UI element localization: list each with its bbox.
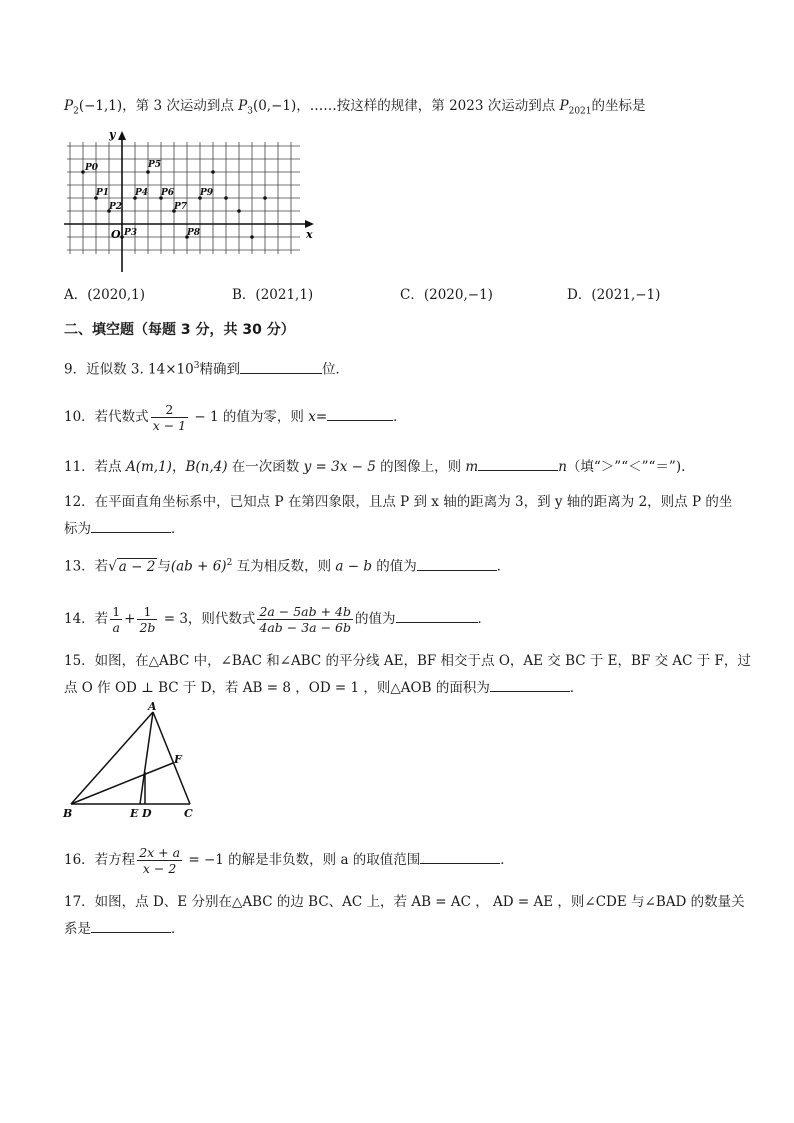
answer-blank[interactable] xyxy=(91,518,171,533)
point-label: P xyxy=(559,98,569,114)
denominator: x − 2 xyxy=(142,861,177,876)
choice-label: D． xyxy=(567,287,592,303)
y-axis-label: y xyxy=(109,128,116,141)
text: 点 O 作 OD ⊥ BC 于 D，若 AB = 8 ，OD = 1 ，则△AOB 的面积为 xyxy=(64,680,490,696)
sqrt-sign: √ xyxy=(108,558,117,575)
numerator: 1 xyxy=(137,604,157,620)
answer-blank[interactable] xyxy=(240,359,322,374)
side-ac xyxy=(153,712,190,804)
text: 9．近似数 3. 14×10 xyxy=(64,361,194,378)
label-p6: P6 xyxy=(161,188,175,198)
numerator: 2 xyxy=(151,402,188,418)
point-p14 xyxy=(263,196,267,200)
answer-blank[interactable] xyxy=(327,406,393,421)
numerator: 2a − 5ab + 4b xyxy=(259,604,352,619)
text: ． xyxy=(477,611,492,627)
coord: (−1,1) xyxy=(78,98,123,114)
choice-label: A． xyxy=(64,287,88,303)
question-10 xyxy=(64,402,407,433)
denominator: 4ab − 3a − 6b xyxy=(259,620,352,635)
text: （填“＞”“＜”“＝”). xyxy=(566,459,686,475)
text: ，第 3 次运动到点 xyxy=(122,98,239,114)
expression: a − b xyxy=(335,558,372,575)
point-b: B(n,4) xyxy=(185,459,228,475)
answer-blank[interactable] xyxy=(91,918,171,933)
text: 16．若方程 xyxy=(64,852,136,868)
point-p10 xyxy=(211,170,215,174)
label-p5: P5 xyxy=(148,160,162,170)
expression: (ab + 6) xyxy=(170,558,227,575)
question-13 xyxy=(64,553,510,577)
text: 与 xyxy=(157,558,171,575)
question-9 xyxy=(64,356,349,380)
variable: x xyxy=(308,409,316,425)
bisector-ae xyxy=(140,712,153,804)
point-p11 xyxy=(224,196,228,200)
radicand: a − 2 xyxy=(118,558,156,575)
answer-blank[interactable] xyxy=(396,608,478,623)
question-15-line1: 15．如图，在△ABC 中，∠BAC 和∠ABC 的平分线 AE，BF 相交于点 O，AE 交 BC 于 E，BF 交 AC 于 F，过 xyxy=(64,653,751,669)
numerator: 2x + a xyxy=(139,845,181,860)
text: 13．若 xyxy=(64,558,109,575)
y-axis-arrow xyxy=(118,131,126,140)
fraction xyxy=(151,402,188,433)
choice-c[interactable] xyxy=(400,285,493,305)
label-p8: P8 xyxy=(187,228,201,238)
text: 的图像上，则 xyxy=(375,459,466,475)
answer-blank[interactable] xyxy=(490,677,570,692)
point-label: P xyxy=(64,98,74,114)
x-axis-arrow xyxy=(305,220,314,228)
text: ． xyxy=(171,521,185,537)
question-11 xyxy=(64,456,685,477)
label-p1: P1 xyxy=(96,188,110,198)
section-title: 二、填空题（每题 3 分，共 30 分） xyxy=(64,322,295,338)
point-sub: 3 xyxy=(247,106,253,117)
label-p0: P0 xyxy=(85,163,99,173)
variable: n xyxy=(558,459,567,475)
choice-value: (2021,1) xyxy=(255,287,314,303)
choice-a[interactable] xyxy=(64,285,145,305)
point-sub: 2021 xyxy=(568,106,592,117)
text: − 1 的值为零，则 xyxy=(190,409,309,425)
text: ，……按这样的规律，第 2023 次运动到点 xyxy=(296,98,560,114)
fraction xyxy=(110,604,122,635)
fraction xyxy=(137,845,182,876)
label-p2: P2 xyxy=(109,202,123,212)
label-b: B xyxy=(63,807,73,820)
question-16 xyxy=(64,845,514,876)
text: ． xyxy=(496,558,511,575)
text: ， xyxy=(171,459,186,475)
text: ． xyxy=(171,921,185,937)
text: = −1 的解是非负数，则 a 的取值范围 xyxy=(184,852,421,868)
exponent: 2 xyxy=(226,558,233,568)
text: 10．若代数式 xyxy=(64,409,149,425)
origin-label: O xyxy=(111,228,121,241)
question-17-line2 xyxy=(64,918,185,939)
denominator: x − 1 xyxy=(152,418,187,433)
text: 精确到 xyxy=(199,361,240,378)
text: 位． xyxy=(321,361,349,378)
text: 14．若 xyxy=(64,611,109,627)
question-12-line1: 12．在平面直角坐标系中，已知点 P 在第四象限，且点 P 到 x 轴的距离为 3，到 y 轴的距离为 2，则点 P 的坐 xyxy=(64,494,733,510)
point-p5 xyxy=(146,170,150,174)
question-12-line2 xyxy=(64,518,185,539)
label-c: C xyxy=(184,807,193,820)
label-a: A xyxy=(148,702,157,713)
answer-blank[interactable] xyxy=(478,456,558,471)
question-14 xyxy=(64,604,491,635)
question-17-line1: 17．如图，点 D、E 分别在△ABC 的边 BC、AC 上，若 AB = AC ， AD = AE ，则∠CDE 与∠BAD 的数量关 xyxy=(64,894,745,910)
choice-value: (2020,1) xyxy=(87,287,146,303)
denominator: a xyxy=(112,620,120,635)
fraction xyxy=(257,604,353,635)
x-axis-label: x xyxy=(306,228,313,241)
choice-b[interactable] xyxy=(232,285,313,305)
function-expr: y = 3x − 5 xyxy=(303,459,376,475)
exponent: 3 xyxy=(193,361,200,371)
triangle-figure xyxy=(60,702,210,824)
question-15-line2 xyxy=(64,677,583,698)
answer-blank[interactable] xyxy=(420,849,500,864)
q8-intro xyxy=(64,96,646,122)
fraction xyxy=(137,604,157,635)
text: 的坐标是 xyxy=(591,98,646,114)
choice-label: C． xyxy=(400,287,424,303)
text: 在一次函数 xyxy=(227,459,304,475)
numerator: 1 xyxy=(112,604,121,619)
point-p12 xyxy=(237,209,241,213)
label-p9: P9 xyxy=(200,188,214,198)
variable: m xyxy=(465,459,479,475)
point-p13 xyxy=(250,235,254,239)
label-d: D xyxy=(142,807,152,820)
text: = xyxy=(315,409,328,425)
text: 标为 xyxy=(64,521,91,537)
choice-value: (2021,−1) xyxy=(591,287,661,303)
coord: (0,−1) xyxy=(252,98,297,114)
label-p7: P7 xyxy=(174,202,188,212)
text: 系是 xyxy=(64,921,91,937)
text: + xyxy=(124,611,136,627)
text: ． xyxy=(393,409,407,425)
point-sub: 2 xyxy=(73,106,79,117)
grid-figure xyxy=(62,128,324,276)
text: 互为相反数，则 xyxy=(232,558,336,575)
text: 的值为 xyxy=(371,558,417,575)
side-ab xyxy=(71,712,153,804)
point-a: A(m,1) xyxy=(125,459,172,475)
answer-blank[interactable] xyxy=(417,556,497,571)
point-label: P xyxy=(238,98,248,114)
text: ． xyxy=(569,680,584,696)
label-e: E xyxy=(130,807,139,820)
text: = 3，则代数式 xyxy=(159,611,256,627)
text: ． xyxy=(500,852,514,868)
label-f: F xyxy=(174,753,182,766)
bisector-bf xyxy=(71,763,173,804)
text: 11．若点 xyxy=(64,459,126,475)
label-p3: P3 xyxy=(124,228,138,238)
label-p4: P4 xyxy=(135,188,149,198)
choice-label: B． xyxy=(232,287,256,303)
text: 的值为 xyxy=(355,611,396,627)
choice-value: (2020,−1) xyxy=(423,287,493,303)
denominator: 2b xyxy=(139,620,156,635)
choice-d[interactable] xyxy=(567,285,660,305)
